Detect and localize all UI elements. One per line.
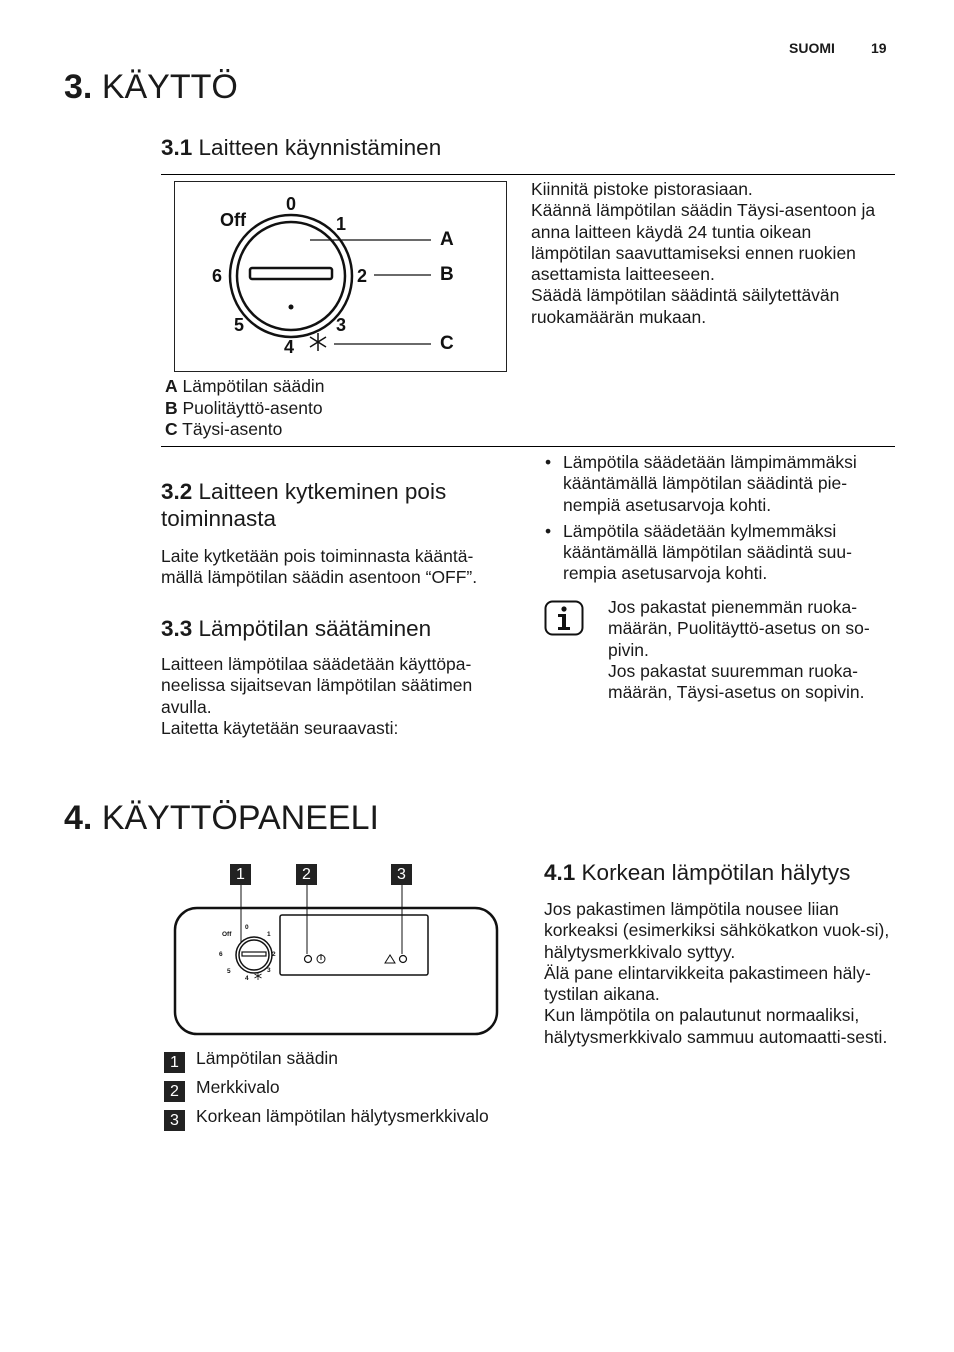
dial-label-0: 0 [286, 194, 297, 214]
legend-text-c: Täysi-asento [177, 419, 283, 440]
mini-dial-label-2: 2 [272, 951, 276, 958]
panel-badge-2: 2 [296, 864, 317, 885]
chapter-3-number: 3. [64, 68, 93, 106]
legend-item-b [165, 398, 325, 420]
temperature-dial-diagram [174, 181, 507, 372]
legend-text-a: Lämpötilan säädin [177, 376, 325, 396]
section-rule-top [161, 174, 895, 175]
bullet-item: • Lämpötila säädetään lämpimämmäksi kääntämällä lämpötilan säädintä pie-nempiä asetusarvoja kohti. [544, 452, 894, 516]
mini-dial-label-0: 0 [245, 924, 249, 931]
chapter-4-number: 4. [64, 799, 93, 837]
section-3-2-number: 3.2 [161, 479, 193, 504]
panel-badge-1: 1 [230, 864, 251, 885]
legend-key-c: C [165, 419, 178, 440]
alarm-light-icon [400, 956, 407, 963]
callout-a: A [440, 229, 454, 250]
page-number: 19 [871, 40, 887, 56]
legend-text-1: Lämpötilan säädin [196, 1048, 339, 1068]
chapter-3-heading [64, 68, 238, 107]
legend-item-a [165, 376, 325, 398]
callout-c: C [440, 333, 454, 354]
legend-text-b: Puolitäyttö-asento [177, 397, 323, 418]
legend-text-3: Korkean lämpötilan hälytysmerkkivalo [196, 1106, 489, 1126]
bullet-list [544, 452, 894, 590]
info-note-text: Jos pakastat pienemmän ruoka-määrän, Puolitäyttö-asetus on so-pivin. Jos pakastat suuremman ruoka-määrän, Täysi-asetus on sopivin. [608, 597, 870, 703]
legend-item-c [165, 419, 325, 441]
indicator-light-icon [305, 956, 312, 963]
legend-key-a: A [165, 376, 178, 396]
chapter-4-heading [64, 799, 379, 838]
legend-badge-1: 1 [164, 1052, 185, 1073]
mini-dial-label-4: 4 [245, 975, 249, 982]
legend-text-2: Merkkivalo [196, 1077, 280, 1097]
section-3-3-heading [161, 615, 431, 642]
dial-label-6: 6 [212, 266, 223, 286]
header-language: SUOMI [789, 40, 835, 56]
snowflake-icon [310, 333, 326, 351]
section-4-1-title: Korkean lämpötilan hälytys [581, 860, 851, 885]
section-3-3-title: Lämpötilan säätäminen [198, 616, 432, 641]
mini-dial-label-5: 5 [227, 968, 231, 975]
dial-label-1: 1 [336, 214, 347, 234]
section-3-1-number: 3.1 [161, 135, 193, 160]
section-3-1-text: Kiinnitä pistoke pistorasiaan. Käännä lämpötilan säädin Täysi-asentoon ja anna laitteen käydä 24 tuntia oikean lämpötilan saavuttamiseksi ennen ruokien asettamista laitteeseen. Säädä lämpötilan säädintä säilytettävän ruokamäärän mukaan. [531, 179, 876, 327]
info-icon [544, 600, 584, 636]
section-3-2-heading [161, 478, 506, 532]
chapter-3-title: KÄYTTÖ [101, 68, 238, 106]
power-symbol-icon [317, 954, 325, 963]
dial-label-2: 2 [357, 266, 368, 286]
dial-legend [165, 376, 325, 441]
dial-figure-frame [174, 181, 507, 372]
legend-badge-2: 2 [164, 1081, 185, 1102]
dial-label-5: 5 [234, 315, 245, 335]
warning-triangle-icon [385, 955, 395, 963]
panel-badge-3: 3 [391, 864, 412, 885]
section-4-1-number: 4.1 [544, 860, 576, 885]
dial-label-4: 4 [284, 337, 295, 357]
legend-key-b: B [165, 397, 178, 418]
section-3-1-heading [161, 134, 441, 161]
section-3-3-number: 3.3 [161, 616, 193, 641]
legend-badge-3: 3 [164, 1110, 185, 1131]
section-rule-bottom [161, 446, 895, 447]
section-4-1-heading [544, 859, 850, 886]
chapter-4-title: KÄYTTÖPANEELI [101, 799, 379, 837]
section-3-2-title: Laitteen kytkeminen pois toiminnasta [161, 479, 447, 531]
mini-dial-label-6: 6 [219, 951, 223, 958]
control-panel-diagram [170, 860, 505, 1040]
dial-label-off: Off [220, 210, 246, 230]
mini-dial-label-off: Off [222, 931, 232, 938]
dial-label-3: 3 [336, 315, 347, 335]
section-3-1-title: Laitteen käynnistäminen [198, 135, 442, 160]
section-3-2-text: Laite kytketään pois toiminnasta kääntä-mällä lämpötilan säädin asentoon “OFF”. [161, 546, 478, 588]
bullet-item: • Lämpötila säädetään kylmemmäksi kääntämällä lämpötilan säädintä suu-rempia asetusarvoja kohti. [544, 521, 894, 585]
mini-dial-label-1: 1 [267, 931, 271, 938]
mini-dial-label-3: 3 [267, 967, 271, 974]
section-4-1-text: Jos pakastimen lämpötila nousee liian korkeaksi (esimerkiksi sähkökatkon vuok-si), hälytysmerkkivalo syttyy. Älä pane elintarvikkeita pakastimeen häly-tystilan aikana. Kun lämpötila on palautunut normaaliksi, hälytysmerkkivalo sammuu automaatti-sesti. [544, 899, 890, 1047]
section-3-3-text: Laitteen lämpötilaa säädetään käyttöpa-neelissa sijaitsevan lämpötilan säätimen avulla. Laitetta käytetään seuraavasti: [161, 654, 473, 738]
callout-b: B [440, 264, 454, 285]
